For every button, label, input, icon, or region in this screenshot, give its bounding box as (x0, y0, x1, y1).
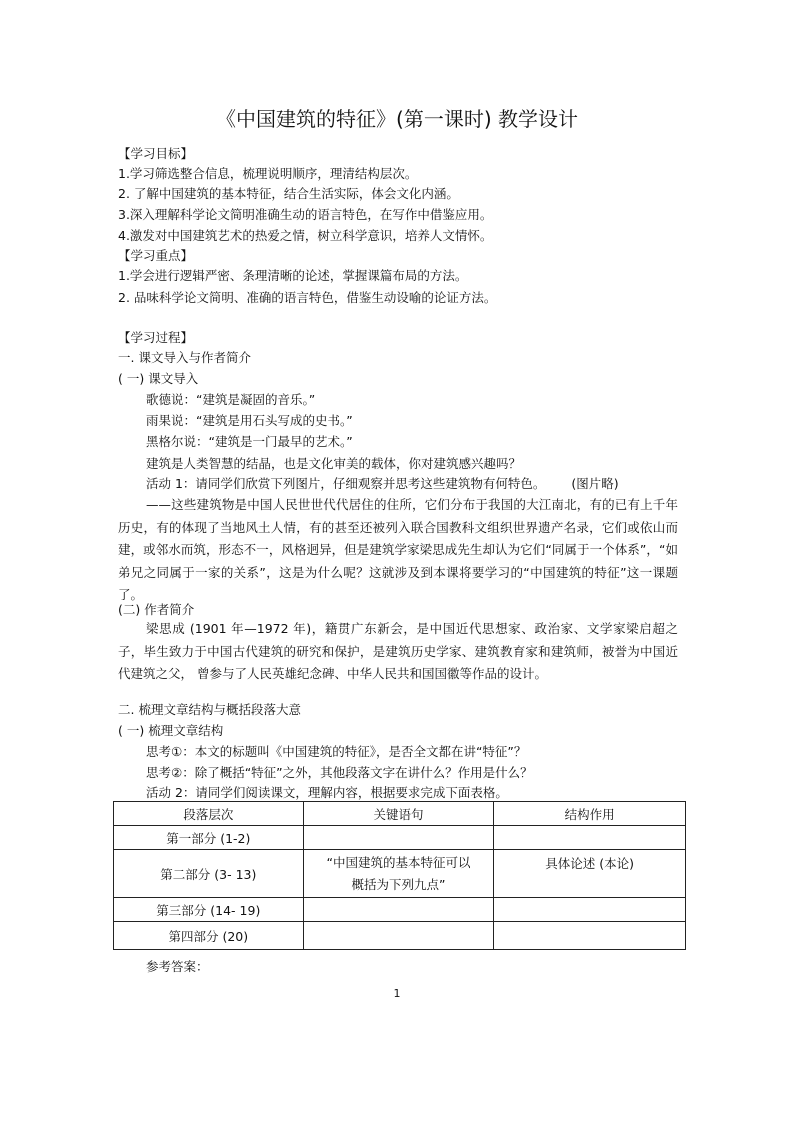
table-cell: 具体论述 (本论) (494, 850, 686, 898)
focus-item: 1.学会进行逻辑严密、条理清晰的论述，掌握课篇布局的方法。 (118, 268, 468, 283)
process-heading: 【学习过程】 (118, 330, 194, 345)
goal-item: 1.学习筛选整合信息，梳理说明顺序，理清结构层次。 (118, 166, 418, 181)
structure-table (113, 801, 686, 950)
table-cell (303, 922, 494, 950)
activity-1-text: 活动 1：请同学们欣赏下列图片，仔细观察并思考这些建筑物有何特色。 (146, 476, 546, 491)
table-cell: 第三部分 (14- 19) (114, 898, 304, 922)
activity-1 (146, 476, 619, 492)
subsection-heading: (二) 作者简介 (118, 602, 195, 617)
table-header: 结构作用 (494, 802, 686, 826)
table-cell (494, 922, 686, 950)
focus-heading: 【学习重点】 (118, 248, 194, 263)
focus-item: 2. 品味科学论文简明、准确的语言特色，借鉴生动设喻的论证方法。 (118, 290, 497, 305)
quote-line: 黑格尔说：“建筑是一门最早的艺术。” (146, 434, 353, 449)
table-cell: 第二部分 (3- 13) (114, 850, 304, 898)
answer-label: 参考答案： (146, 959, 209, 974)
table-row (114, 898, 686, 922)
table-cell (494, 898, 686, 922)
subsection-heading: ( 一) 梳理文章结构 (118, 723, 224, 738)
table-cell (303, 826, 494, 850)
think-question: 思考②：除了概括“特征”之外，其他段落文字在讲什么？作用是什么？ (146, 765, 533, 780)
table-cell (494, 826, 686, 850)
table-header-row (114, 802, 686, 826)
think-question: 思考①：本文的标题叫《中国建筑的特征》，是否全文都在讲“特征”？ (146, 744, 527, 759)
table-header: 关键语句 (303, 802, 494, 826)
goal-item: 4.激发对中国建筑艺术的热爱之情，树立科学意识，培养人文情怀。 (118, 228, 493, 243)
page-title: 《中国建筑的特征》(第一课时) 教学设计 (216, 107, 578, 131)
activity-1-note: (图片略) (571, 476, 619, 491)
table-header: 段落层次 (114, 802, 304, 826)
intro-paragraph: ——这些建筑物是中国人民世世代代居住的住所，它们分布于我国的大江南北，有的已有上千年历史，有的体现了当地风土人情，有的甚至还被列入联合国教科文组织世界遗产名录，它们或依山而建，或邻水而筑，形态不一，风格迥异，但是建筑学家梁思成先生却认为它们“同属于一个体系”，“如弟兄之同属于一家的关系”，这是为什么呢？这就涉及到本课将要学习的“中国建筑的特征”这一课题了。 (118, 497, 678, 603)
goal-item: 3.深入理解科学论文简明准确生动的语言特色，在写作中借鉴应用。 (118, 207, 493, 222)
author-paragraph: 梁思成 (1901 年—1972 年)，籍贯广东新会，是中国近代思想家、政治家、文学家梁启超之子，毕生致力于中国古代建筑的研究和保护，是建筑历史学家、建筑教育家和建筑师，被誉为中国近代建筑之父， 曾参与了人民英雄纪念碑、中华人民共和国国徽等作品的设计。 (118, 621, 678, 682)
section-heading: 一. 课文导入与作者简介 (118, 350, 251, 365)
activity-2: 活动 2：请同学们阅读课文，理解内容，根据要求完成下面表格。 (146, 785, 508, 800)
quote-line: 雨果说：“建筑是用石头写成的史书。” (146, 413, 353, 428)
table-cell: 第一部分 (1-2) (114, 826, 304, 850)
quote-line: 歌德说：“建筑是凝固的音乐。” (146, 392, 316, 407)
table-cell (303, 898, 494, 922)
table-row (114, 826, 686, 850)
table-cell: 第四部分 (20) (114, 922, 304, 950)
subsection-heading: ( 一) 课文导入 (118, 371, 199, 386)
table-row (114, 922, 686, 950)
section-heading: 二. 梳理文章结构与概括段落大意 (118, 702, 301, 717)
table-cell: “中国建筑的基本特征可以概括为下列九点” (303, 850, 494, 898)
intro-question: 建筑是人类智慧的结晶，也是文化审美的载体，你对建筑感兴趣吗？ (146, 456, 522, 471)
page-number: 1 (393, 987, 401, 1000)
table-row (114, 850, 686, 898)
goals-heading: 【学习目标】 (118, 146, 194, 161)
goal-item: 2. 了解中国建筑的基本特征，结合生活实际，体会文化内涵。 (118, 186, 459, 201)
